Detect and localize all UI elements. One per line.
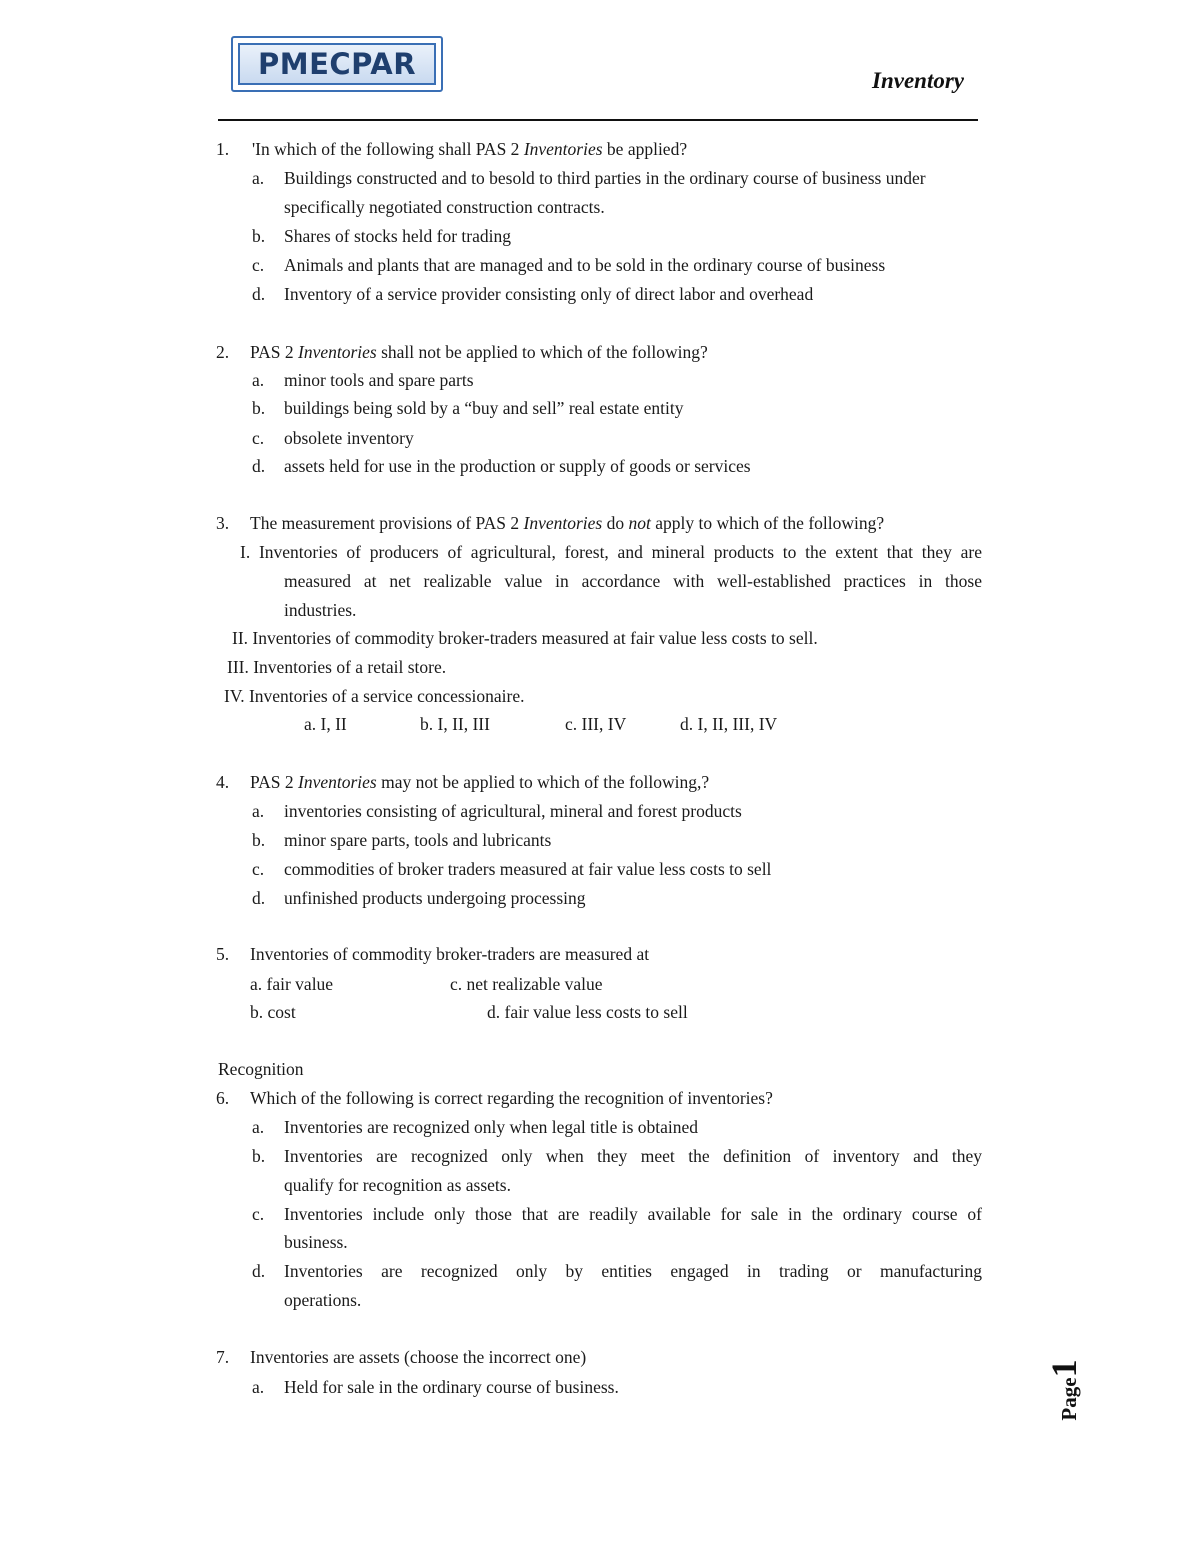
q2-text-em: Inventories bbox=[298, 342, 377, 362]
q3-text-pre: The measurement provisions of PAS 2 bbox=[250, 513, 524, 533]
q2-question bbox=[250, 341, 708, 363]
q2-b-letter: b. bbox=[252, 398, 266, 418]
q3-item-i-line3: industries. bbox=[284, 600, 357, 620]
q3-item-iv: IV. Inventories of a service concessionaire. bbox=[224, 686, 525, 706]
q3-text-em: Inventories bbox=[523, 513, 603, 533]
q6-number: 6. bbox=[216, 1088, 230, 1108]
page-word: Page bbox=[1057, 1377, 1081, 1421]
q3-choice-a: a. I, II bbox=[304, 714, 347, 734]
q6-b-line2: qualify for recognition as assets. bbox=[284, 1175, 511, 1195]
q3-text-em2: not bbox=[628, 513, 651, 533]
q4-question bbox=[250, 771, 709, 793]
q5-number: 5. bbox=[216, 944, 230, 964]
q7-number: 7. bbox=[216, 1347, 230, 1367]
q6-d-letter: d. bbox=[252, 1261, 266, 1281]
q4-a-letter: a. bbox=[252, 801, 265, 821]
header-title: Inventory bbox=[872, 68, 964, 93]
q2-d: assets held for use in the production or supply of goods or services bbox=[284, 456, 751, 476]
q7-question: Inventories are assets (choose the incorrect one) bbox=[250, 1347, 587, 1367]
header-rule bbox=[218, 119, 978, 121]
q1-c-letter: c. bbox=[252, 255, 265, 275]
logo-text: PMECPAR bbox=[257, 47, 417, 81]
q1-c: Animals and plants that are managed and to be sold in the ordinary course of business bbox=[284, 255, 886, 275]
logo-inner-frame bbox=[238, 43, 436, 85]
q2-number: 2. bbox=[216, 342, 230, 362]
q5-choice-d: d. fair value less costs to sell bbox=[487, 1002, 688, 1022]
q3-item-i-line2: measured at net realizable value in accordance with well-established practices in those bbox=[284, 571, 982, 591]
q1-text-post: be applied? bbox=[602, 139, 688, 159]
q2-b: buildings being sold by a “buy and sell” real estate entity bbox=[284, 398, 684, 418]
q1-b-letter: b. bbox=[252, 226, 266, 246]
q2-a-letter: a. bbox=[252, 370, 265, 390]
q4-text-em: Inventories bbox=[298, 772, 377, 792]
q2-c: obsolete inventory bbox=[284, 428, 414, 448]
page-number-label bbox=[1043, 1360, 1103, 1420]
q6-d-line1: Inventories are recognized only by entities engaged in trading or manufacturing bbox=[284, 1261, 982, 1281]
q1-number: 1. bbox=[216, 139, 230, 159]
q3-question bbox=[250, 512, 884, 534]
q2-text-post: shall not be applied to which of the following? bbox=[376, 342, 708, 362]
q4-d-letter: d. bbox=[252, 888, 266, 908]
q1-a-line1: Buildings constructed and to besold to third parties in the ordinary course of business under bbox=[284, 168, 926, 188]
q6-c-line1: Inventories include only those that are readily available for sale in the ordinary course of bbox=[284, 1204, 982, 1224]
q6-d-line2: operations. bbox=[284, 1290, 362, 1310]
q1-text-pre: 'In which of the following shall PAS 2 bbox=[252, 139, 524, 159]
q1-b: Shares of stocks held for trading bbox=[284, 226, 511, 246]
q7-a: Held for sale in the ordinary course of business. bbox=[284, 1377, 619, 1397]
q3-choice-c: c. III, IV bbox=[565, 714, 627, 734]
q4-a: inventories consisting of agricultural, mineral and forest products bbox=[284, 801, 742, 821]
q5-choice-c: c. net realizable value bbox=[450, 974, 603, 994]
pmecpar-logo bbox=[231, 36, 443, 92]
q1-a-line2: specifically negotiated construction contracts. bbox=[284, 197, 605, 217]
q3-text-mid: do bbox=[602, 513, 629, 533]
q2-c-letter: c. bbox=[252, 428, 265, 448]
q4-c: commodities of broker traders measured at fair value less costs to sell bbox=[284, 859, 772, 879]
q3-text-post: apply to which of the following? bbox=[650, 513, 885, 533]
q5-choice-a: a. fair value bbox=[250, 974, 334, 994]
q6-a: Inventories are recognized only when legal title is obtained bbox=[284, 1117, 699, 1137]
q1-d-letter: d. bbox=[252, 284, 266, 304]
q3-choice-b: b. I, II, III bbox=[420, 714, 490, 734]
q4-text-post: may not be applied to which of the following,? bbox=[376, 772, 710, 792]
q5-choice-b: b. cost bbox=[250, 1002, 296, 1022]
q6-question: Which of the following is correct regarding the recognition of inventories? bbox=[250, 1088, 773, 1108]
q1-text-em: Inventories bbox=[523, 139, 603, 159]
q5-question: Inventories of commodity broker-traders are measured at bbox=[250, 944, 650, 964]
q4-b-letter: b. bbox=[252, 830, 266, 850]
q3-number: 3. bbox=[216, 513, 230, 533]
q6-c-letter: c. bbox=[252, 1204, 265, 1224]
q6-b-line1: Inventories are recognized only when they meet the definition of inventory and they bbox=[284, 1146, 982, 1166]
q1-question bbox=[252, 138, 687, 160]
q4-c-letter: c. bbox=[252, 859, 265, 879]
q3-item-iii: III. Inventories of a retail store. bbox=[227, 657, 447, 677]
section-heading-recognition: Recognition bbox=[218, 1059, 304, 1079]
page-number: 1 bbox=[1044, 1359, 1084, 1378]
q3-choice-d: d. I, II, III, IV bbox=[680, 714, 778, 734]
q6-a-letter: a. bbox=[252, 1117, 265, 1137]
q3-item-i-line1: I. Inventories of producers of agricultural, forest, and mineral products to the extent that they are bbox=[240, 542, 982, 562]
q2-d-letter: d. bbox=[252, 456, 266, 476]
q2-a: minor tools and spare parts bbox=[284, 370, 474, 390]
q4-d: unfinished products undergoing processing bbox=[284, 888, 586, 908]
q7-a-letter: a. bbox=[252, 1377, 265, 1397]
q4-b: minor spare parts, tools and lubricants bbox=[284, 830, 552, 850]
q4-text-pre: PAS 2 bbox=[250, 772, 298, 792]
q2-text-pre: PAS 2 bbox=[250, 342, 298, 362]
q1-d: Inventory of a service provider consisting only of direct labor and overhead bbox=[284, 284, 814, 304]
q6-c-line2: business. bbox=[284, 1232, 348, 1252]
q4-number: 4. bbox=[216, 772, 230, 792]
q3-item-ii: II. Inventories of commodity broker-traders measured at fair value less costs to sell. bbox=[232, 628, 818, 648]
q6-b-letter: b. bbox=[252, 1146, 266, 1166]
q1-a-letter: a. bbox=[252, 168, 265, 188]
